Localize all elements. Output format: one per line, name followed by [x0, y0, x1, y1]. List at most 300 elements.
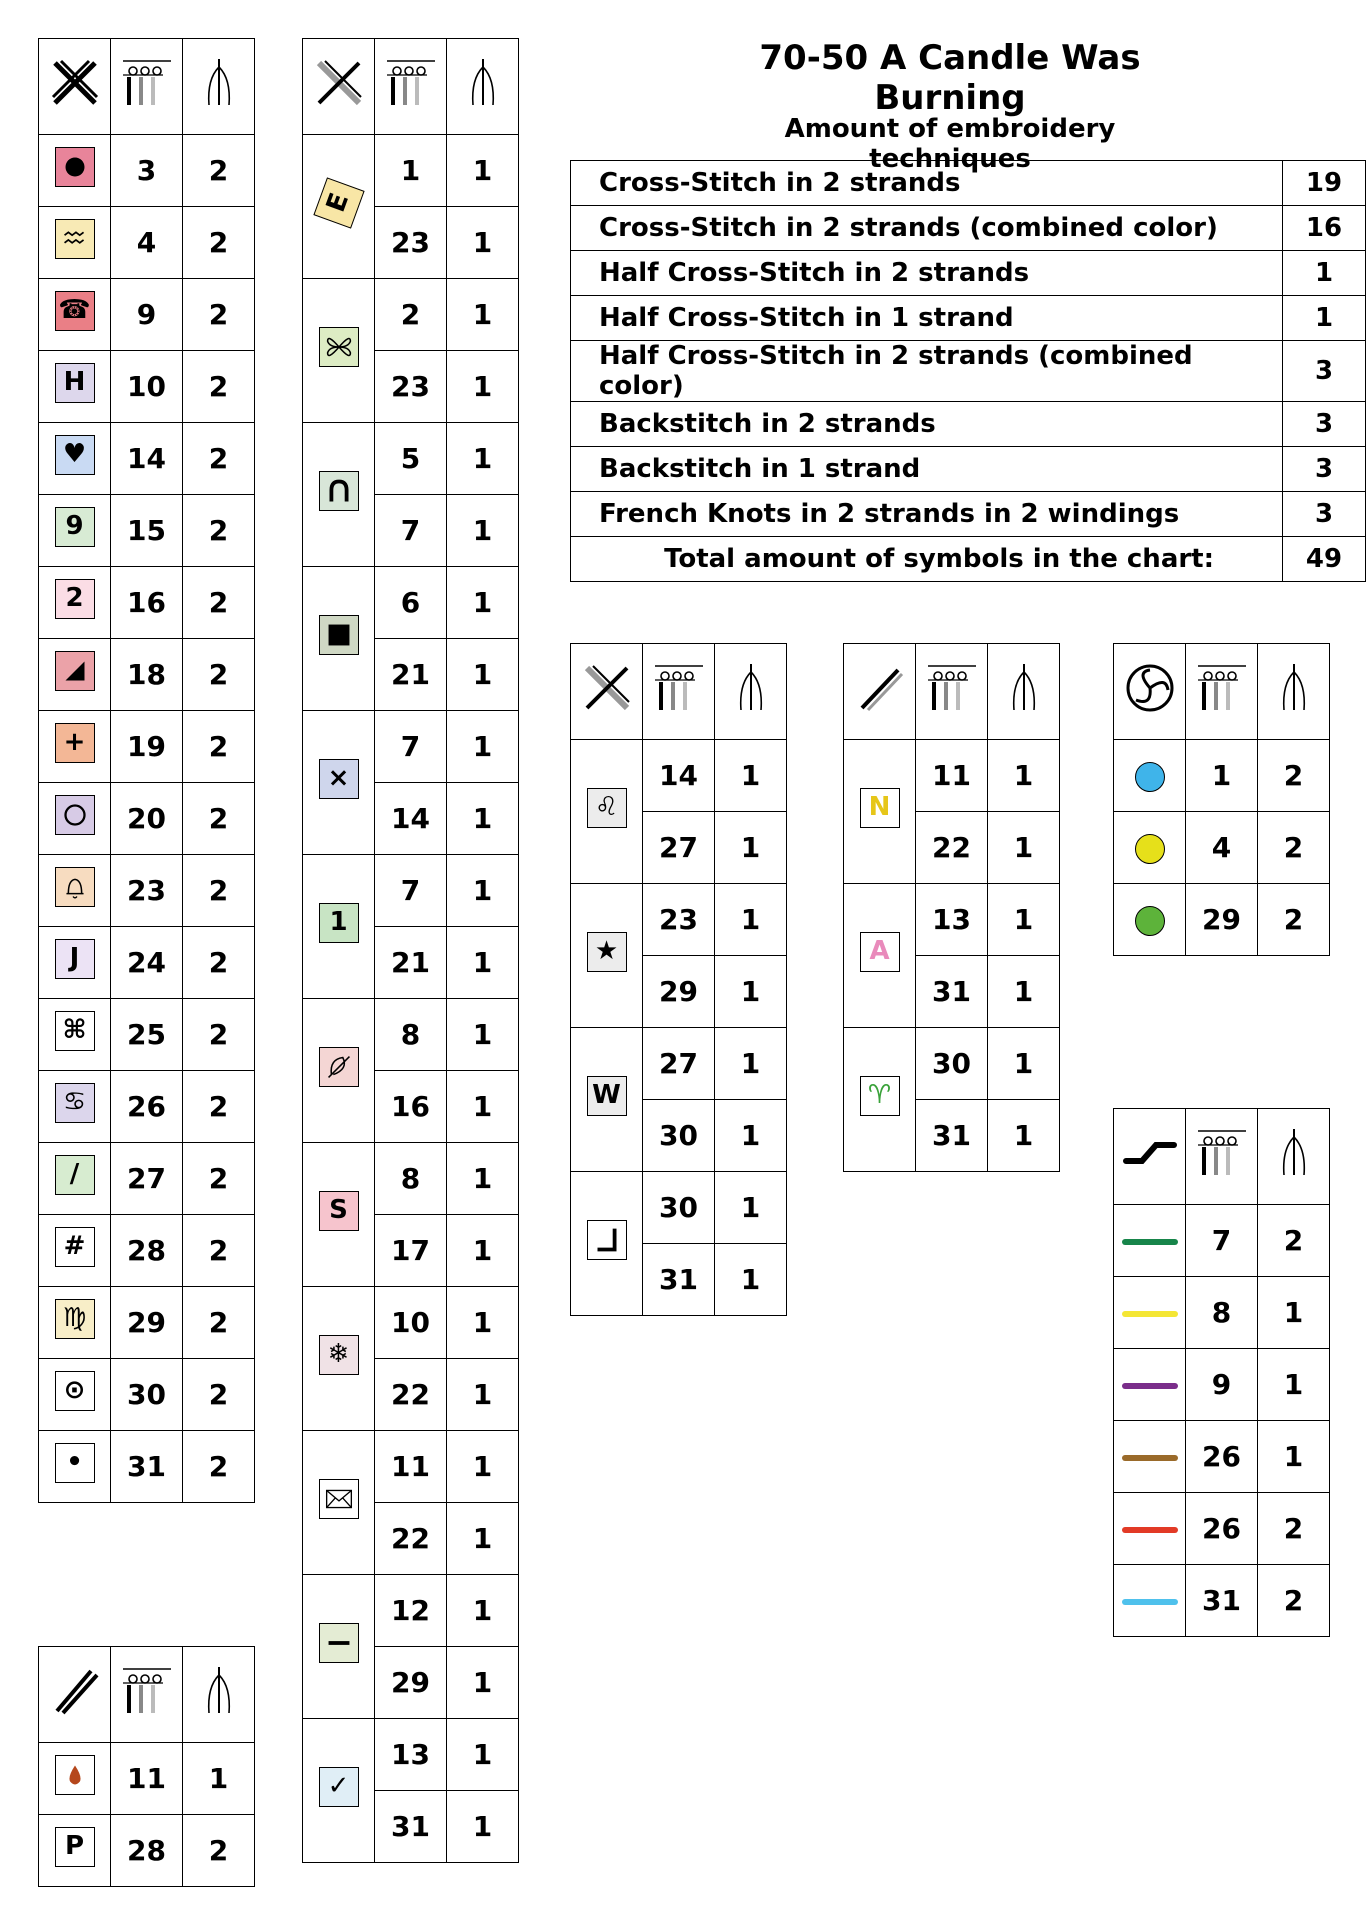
symbol-cell [39, 351, 111, 423]
color-number: 27 [643, 812, 715, 884]
table-row [303, 279, 519, 351]
strand-count: 1 [183, 1743, 255, 1815]
strand-count: 1 [715, 740, 787, 812]
technique-count: 16 [1283, 206, 1366, 251]
summary-row [571, 447, 1366, 492]
summary-row [571, 206, 1366, 251]
color-number: 14 [375, 783, 447, 855]
table-row [39, 1431, 255, 1503]
arch-icon [319, 471, 359, 511]
color-number: 26 [1186, 1421, 1258, 1493]
cross-stitch-table [38, 38, 255, 1503]
letter-w-icon: W [587, 1076, 627, 1116]
table-row [39, 279, 255, 351]
strand-count: 2 [183, 567, 255, 639]
color-number: 16 [375, 1071, 447, 1143]
summary-total-row [571, 537, 1366, 582]
strand-count: 2 [183, 1143, 255, 1215]
strand-count: 1 [447, 1143, 519, 1215]
table-row [844, 1028, 1060, 1100]
color-number: 23 [375, 207, 447, 279]
color-number: 22 [375, 1359, 447, 1431]
symbol-cell [303, 279, 375, 423]
symbol-cell [571, 1028, 643, 1172]
line-cell [1114, 1493, 1186, 1565]
symbol-cell [39, 1071, 111, 1143]
table-row [1114, 1565, 1330, 1637]
strand-count: 1 [715, 1100, 787, 1172]
strand-count: 1 [988, 884, 1060, 956]
table-row [39, 783, 255, 855]
strand-count: 1 [447, 783, 519, 855]
strand-count: 1 [447, 423, 519, 495]
strand-count: 1 [447, 1287, 519, 1359]
line-cell [1114, 1565, 1186, 1637]
symbol-cell [303, 135, 375, 279]
symbol-cell [844, 1028, 916, 1172]
half-stitch-single-strand-table [843, 643, 1060, 1172]
symbol-cell [39, 279, 111, 351]
summary-row [571, 296, 1366, 341]
circled-dot-icon: ⊙ [55, 1371, 95, 1411]
table-row [303, 1287, 519, 1359]
symbol-cell [39, 1287, 111, 1359]
symbol-cell [39, 135, 111, 207]
symbol-cell [571, 884, 643, 1028]
color-number: 7 [1186, 1205, 1258, 1277]
table-row [844, 740, 1060, 812]
color-number: 1 [1186, 740, 1258, 812]
strand-count: 2 [183, 1071, 255, 1143]
color-number: 22 [916, 812, 988, 884]
small-x-icon: × [319, 759, 359, 799]
thread-color-header-icon [375, 39, 447, 135]
table-row [39, 1743, 255, 1815]
strand-count: 1 [447, 1503, 519, 1575]
color-number: 5 [375, 423, 447, 495]
knot-cell [1114, 740, 1186, 812]
symbol-cell [39, 495, 111, 567]
table-row [1114, 812, 1330, 884]
table-row [1114, 1421, 1330, 1493]
strand-count: 1 [447, 711, 519, 783]
needle-strands-header-icon [183, 39, 255, 135]
snowflake-icon: ❄ [319, 1335, 359, 1375]
color-number: 11 [916, 740, 988, 812]
technique-count: 1 [1283, 251, 1366, 296]
symbol-cell [303, 855, 375, 999]
table-row [303, 999, 519, 1071]
strand-count: 1 [447, 1359, 519, 1431]
summary-row [571, 402, 1366, 447]
strand-count: 2 [183, 1815, 255, 1887]
backstitch-line-icon [1122, 1311, 1178, 1317]
needle-strands-header-icon [1258, 644, 1330, 740]
color-number: 15 [111, 495, 183, 567]
line-cell [1114, 1205, 1186, 1277]
color-number: 13 [375, 1719, 447, 1791]
color-number: 31 [1186, 1565, 1258, 1637]
technique-label: Half Cross-Stitch in 1 strand [571, 296, 1283, 341]
symbol-cell [39, 1359, 111, 1431]
table-row [303, 855, 519, 927]
header-row [39, 1647, 255, 1743]
strand-count: 2 [183, 1359, 255, 1431]
header-row [1114, 1109, 1330, 1205]
color-number: 31 [375, 1791, 447, 1863]
table-row [1114, 740, 1330, 812]
symbol-cell [39, 999, 111, 1071]
technique-label: Cross-Stitch in 2 strands [571, 161, 1283, 206]
backstitch-technique-header-icon [1114, 1109, 1186, 1205]
butterfly-icon [319, 327, 359, 367]
virgo-icon: ♍ [55, 1299, 95, 1339]
strand-count: 1 [447, 1071, 519, 1143]
needle-strands-header-icon [988, 644, 1060, 740]
color-number: 24 [111, 927, 183, 999]
letter-p-icon: P [55, 1827, 95, 1867]
strand-count: 2 [183, 423, 255, 495]
color-number: 7 [375, 855, 447, 927]
strand-count: 1 [715, 1028, 787, 1100]
color-number: 26 [111, 1071, 183, 1143]
needle-strands-header-icon [715, 644, 787, 740]
color-number: 21 [375, 639, 447, 711]
total-count: 49 [1283, 537, 1366, 582]
strand-count: 2 [183, 855, 255, 927]
color-number: 17 [375, 1215, 447, 1287]
needle-strands-header-icon [447, 39, 519, 135]
symbol-cell [39, 1743, 111, 1815]
combined-technique-header-icon [303, 39, 375, 135]
table-row [39, 1815, 255, 1887]
technique-label: Half Cross-Stitch in 2 strands (combined color) [571, 341, 1283, 402]
symbol-cell [844, 740, 916, 884]
aries-icon: ♈ [860, 1076, 900, 1116]
thread-color-header-icon [111, 1647, 183, 1743]
strand-count: 1 [447, 639, 519, 711]
table-row [303, 1575, 519, 1647]
cross-stitch-technique-header-icon [39, 39, 111, 135]
strand-count: 1 [447, 1575, 519, 1647]
color-number: 30 [643, 1172, 715, 1244]
french-knots-table [1113, 643, 1330, 956]
envelope-icon [319, 1479, 359, 1519]
strand-count: 2 [1258, 884, 1330, 956]
color-number: 31 [643, 1244, 715, 1316]
color-number: 8 [375, 1143, 447, 1215]
strand-count: 1 [1258, 1277, 1330, 1349]
knot-cell [1114, 812, 1186, 884]
symbol-cell [571, 1172, 643, 1316]
color-number: 2 [375, 279, 447, 351]
table-row [39, 855, 255, 927]
color-number: 8 [375, 999, 447, 1071]
strand-count: 2 [1258, 1493, 1330, 1565]
symbol-cell [39, 567, 111, 639]
color-number: 31 [111, 1431, 183, 1503]
table-row [303, 1719, 519, 1791]
color-number: 29 [375, 1647, 447, 1719]
color-number: 8 [1186, 1277, 1258, 1349]
strand-count: 1 [447, 1431, 519, 1503]
total-label: Total amount of symbols in the chart: [571, 537, 1283, 582]
combined-half-stitch-table [570, 643, 787, 1316]
color-number: 4 [1186, 812, 1258, 884]
table-row [571, 1172, 787, 1244]
letter-a-icon: A [860, 932, 900, 972]
strand-count: 2 [183, 639, 255, 711]
color-number: 30 [916, 1028, 988, 1100]
table-row [1114, 1349, 1330, 1421]
combined-color-table [302, 38, 519, 1863]
color-number: 23 [375, 351, 447, 423]
symbol-cell [39, 423, 111, 495]
table-row [39, 1287, 255, 1359]
table-row [1114, 1493, 1330, 1565]
color-number: 7 [375, 495, 447, 567]
strand-count: 1 [715, 956, 787, 1028]
color-number: 9 [111, 279, 183, 351]
strand-count: 2 [183, 495, 255, 567]
backstitch-line-icon [1122, 1239, 1178, 1245]
color-number: 10 [375, 1287, 447, 1359]
strand-count: 1 [988, 1100, 1060, 1172]
strand-count: 1 [447, 495, 519, 567]
symbol-cell [303, 1575, 375, 1719]
triangle-icon [55, 651, 95, 691]
color-number: 28 [111, 1815, 183, 1887]
dash-icon [319, 1623, 359, 1663]
plus-icon: + [55, 723, 95, 763]
summary-row [571, 492, 1366, 537]
symbol-cell [39, 1431, 111, 1503]
strand-count: 1 [447, 855, 519, 927]
checkmark-icon: ✓ [319, 1767, 359, 1807]
strand-count: 1 [447, 351, 519, 423]
strand-count: 2 [1258, 1205, 1330, 1277]
table-row [303, 135, 519, 207]
french-knot-dot-icon [1135, 762, 1165, 792]
strand-count: 1 [988, 740, 1060, 812]
technique-label: Backstitch in 2 strands [571, 402, 1283, 447]
strand-count: 1 [447, 135, 519, 207]
table-row [39, 495, 255, 567]
letter-n-icon: N [860, 788, 900, 828]
strand-count: 1 [715, 884, 787, 956]
symbol-cell [303, 1719, 375, 1863]
technique-label: Backstitch in 1 strand [571, 447, 1283, 492]
technique-count: 3 [1283, 402, 1366, 447]
strand-count: 2 [183, 783, 255, 855]
letter-e-rotated-icon: E [313, 177, 364, 228]
strand-count: 1 [447, 999, 519, 1071]
table-row [39, 999, 255, 1071]
color-number: 6 [375, 567, 447, 639]
symbol-cell [303, 1287, 375, 1431]
backstitch-line-icon [1122, 1383, 1178, 1389]
knot-cell [1114, 884, 1186, 956]
table-row [39, 567, 255, 639]
color-number: 21 [375, 927, 447, 999]
half-cross-stitch-table [38, 1646, 255, 1887]
combined-half-technique-header-icon [571, 644, 643, 740]
corner-icon [587, 1220, 627, 1260]
symbol-cell [39, 783, 111, 855]
strand-count: 1 [988, 956, 1060, 1028]
strand-count: 1 [447, 1647, 519, 1719]
technique-count: 1 [1283, 296, 1366, 341]
color-number: 29 [111, 1287, 183, 1359]
strand-count: 2 [1258, 812, 1330, 884]
strand-count: 2 [183, 279, 255, 351]
table-row [1114, 1205, 1330, 1277]
strand-count: 1 [447, 1791, 519, 1863]
strand-count: 1 [1258, 1421, 1330, 1493]
color-number: 29 [643, 956, 715, 1028]
strand-count: 1 [715, 812, 787, 884]
strand-count: 2 [183, 1287, 255, 1359]
color-number: 11 [375, 1431, 447, 1503]
backstitch-line-icon [1122, 1527, 1178, 1533]
slash-icon: / [55, 1155, 95, 1195]
strand-count: 1 [447, 1719, 519, 1791]
color-number: 13 [916, 884, 988, 956]
color-number: 16 [111, 567, 183, 639]
leaf-icon [319, 1047, 359, 1087]
color-number: 22 [375, 1503, 447, 1575]
color-number: 10 [111, 351, 183, 423]
bell-icon [55, 867, 95, 907]
strand-count: 2 [183, 999, 255, 1071]
color-number: 3 [111, 135, 183, 207]
color-number: 23 [643, 884, 715, 956]
symbol-cell [39, 711, 111, 783]
color-number: 19 [111, 711, 183, 783]
thread-color-header-icon [1186, 1109, 1258, 1205]
strand-count: 2 [183, 927, 255, 999]
strand-count: 2 [183, 711, 255, 783]
color-number: 28 [111, 1215, 183, 1287]
header-row [39, 39, 255, 135]
aquarius-icon [55, 219, 95, 259]
backstitch-table [1113, 1108, 1330, 1637]
thread-color-header-icon [1186, 644, 1258, 740]
color-number: 27 [643, 1028, 715, 1100]
color-number: 1 [375, 135, 447, 207]
symbol-cell [303, 1431, 375, 1575]
half-stitch-technique-header-icon [39, 1647, 111, 1743]
symbol-cell [39, 639, 111, 711]
technique-count: 3 [1283, 492, 1366, 537]
french-knot-dot-icon [1135, 834, 1165, 864]
strand-count: 1 [988, 1028, 1060, 1100]
telephone-icon: ☎ [55, 291, 95, 331]
technique-label: Half Cross-Stitch in 2 strands [571, 251, 1283, 296]
table-row [39, 711, 255, 783]
french-knot-dot-icon [1135, 906, 1165, 936]
technique-label: French Knots in 2 strands in 2 windings [571, 492, 1283, 537]
thread-color-header-icon [916, 644, 988, 740]
needle-strands-header-icon [183, 1647, 255, 1743]
table-row [571, 1028, 787, 1100]
symbol-cell [303, 999, 375, 1143]
color-number: 26 [1186, 1493, 1258, 1565]
table-row [844, 884, 1060, 956]
strand-count: 1 [715, 1244, 787, 1316]
leo-icon: ♌ [587, 788, 627, 828]
strand-count: 1 [447, 279, 519, 351]
color-number: 14 [111, 423, 183, 495]
symbol-cell [39, 1143, 111, 1215]
filled-square-icon [319, 615, 359, 655]
table-row [39, 135, 255, 207]
summary-row [571, 251, 1366, 296]
color-number: 11 [111, 1743, 183, 1815]
strand-count: 2 [1258, 1565, 1330, 1637]
thread-color-header-icon [111, 39, 183, 135]
strand-count: 1 [715, 1172, 787, 1244]
header-row [1114, 644, 1330, 740]
letter-h-icon: H [55, 363, 95, 403]
backstitch-line-icon [1122, 1599, 1178, 1605]
command-icon: ⌘ [55, 1011, 95, 1051]
symbol-cell [303, 711, 375, 855]
color-number: 18 [111, 639, 183, 711]
header-row [303, 39, 519, 135]
strand-count: 2 [1258, 740, 1330, 812]
symbol-cell [844, 884, 916, 1028]
summary-row [571, 161, 1366, 206]
color-number: 30 [111, 1359, 183, 1431]
symbol-cell [303, 1143, 375, 1287]
table-row [571, 884, 787, 956]
color-number: 29 [1186, 884, 1258, 956]
table-row [1114, 884, 1330, 956]
backstitch-line-icon [1122, 1455, 1178, 1461]
technique-summary-table [570, 160, 1366, 582]
summary-row [571, 341, 1366, 402]
strand-count: 2 [183, 351, 255, 423]
table-row [303, 711, 519, 783]
digit-1-icon: 1 [319, 903, 359, 943]
technique-count: 19 [1283, 161, 1366, 206]
table-row [39, 639, 255, 711]
color-number: 12 [375, 1575, 447, 1647]
table-row [571, 740, 787, 812]
table-row [303, 1431, 519, 1503]
letter-s-icon: S [319, 1191, 359, 1231]
symbol-cell [39, 1815, 111, 1887]
strand-count: 2 [183, 1215, 255, 1287]
strand-count: 1 [447, 927, 519, 999]
symbol-cell [39, 855, 111, 927]
color-number: 23 [111, 855, 183, 927]
symbol-cell [571, 740, 643, 884]
symbol-cell [39, 927, 111, 999]
table-row [1114, 1277, 1330, 1349]
table-row [39, 1215, 255, 1287]
color-number: 20 [111, 783, 183, 855]
line-cell [1114, 1277, 1186, 1349]
color-number: 27 [111, 1143, 183, 1215]
line-cell [1114, 1349, 1186, 1421]
symbol-cell [39, 1215, 111, 1287]
color-number: 7 [375, 711, 447, 783]
table-row [303, 567, 519, 639]
strand-count: 1 [447, 567, 519, 639]
header-row [844, 644, 1060, 740]
